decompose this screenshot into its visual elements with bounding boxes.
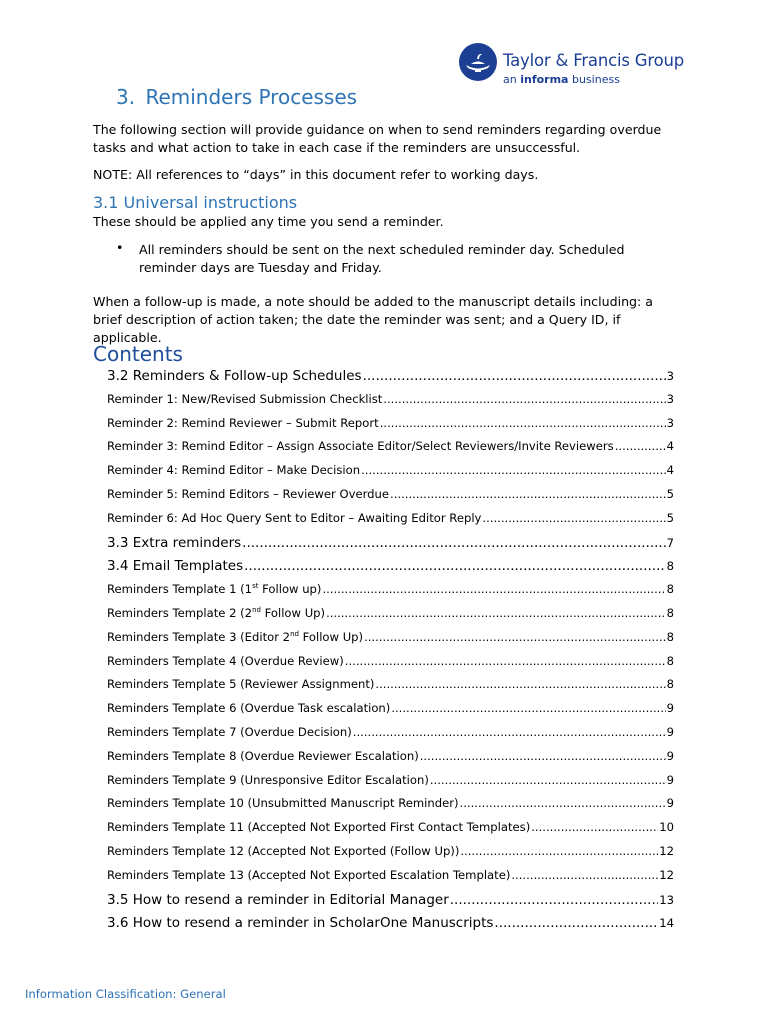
note-paragraph: NOTE: All references to “days” in this document refer to working days. [93, 167, 539, 182]
toc-page-number: 9 [666, 772, 674, 787]
toc-entry[interactable] [107, 773, 674, 787]
toc-entry-title: Reminder 6: Ad Hoc Query Sent to Editor – Awaiting Editor Reply [107, 510, 482, 525]
toc-entry-title: Reminder 5: Remind Editors – Reviewer Overdue [107, 487, 390, 501]
toc-entry[interactable] [107, 749, 674, 763]
toc-leader-dots [363, 368, 666, 384]
toc-leader-dots [460, 844, 658, 858]
toc-page-number: 4 [666, 439, 674, 454]
toc-leader-dots [375, 677, 665, 691]
toc-leader-dots [326, 606, 666, 620]
toc-entry[interactable] [107, 463, 674, 477]
toc-page-number: 8 [666, 559, 674, 574]
contents-heading: Contents [93, 342, 183, 366]
toc-page-number: 10 [659, 820, 674, 835]
toc-entry-title: 3.4 Email Templates [107, 558, 244, 575]
publisher-logo [458, 42, 688, 88]
section-heading [116, 85, 357, 109]
toc-page-number: 3 [666, 391, 674, 406]
toc-leader-dots [615, 439, 666, 453]
bullet-text: All reminders should be sent on the next scheduled reminder day. Scheduled reminder days are Tuesday and Friday. [139, 242, 625, 275]
toc-page-number: 3 [666, 369, 674, 383]
toc-entry[interactable] [107, 630, 674, 644]
toc-entry-title: Reminders Template 8 (Overdue Reviewer Escalation) [107, 748, 419, 763]
toc-entry[interactable] [107, 606, 674, 620]
toc-leader-dots [430, 773, 666, 787]
toc-entry-title: 3.6 How to resend a reminder in ScholarOne Manuscripts [107, 915, 494, 932]
logo-brand-text: Taylor & Francis Group [503, 51, 685, 70]
toc-leader-dots [345, 654, 666, 668]
toc-page-number: 9 [666, 796, 674, 811]
toc-entry[interactable] [107, 416, 674, 430]
logo-tagline: an informa business [503, 73, 620, 86]
toc-entry[interactable] [107, 844, 674, 858]
followup-paragraph: When a follow-up is made, a note should be added to the manuscript details including: a brief description of action taken; the date the reminder was sent; and a Query ID, if applicable. [93, 294, 654, 345]
toc-entry-title: Reminders Template 11 (Accepted Not Exported First Contact Templates) [107, 820, 531, 835]
toc-leader-dots [353, 725, 666, 739]
toc-page-number: 5 [666, 487, 674, 501]
toc-page-number: 12 [659, 844, 674, 858]
toc-leader-dots [364, 630, 666, 644]
toc-entry-title: Reminder 3: Remind Editor – Assign Associate Editor/Select Reviewers/Invite Reviewers [107, 439, 614, 454]
toc-entry[interactable] [107, 439, 674, 453]
toc-entry[interactable] [107, 796, 674, 810]
toc-entry-title: Reminder 2: Remind Reviewer – Submit Report [107, 415, 379, 430]
toc-leader-dots [420, 749, 666, 763]
toc-page-number: 9 [666, 701, 674, 716]
toc-leader-dots [383, 392, 665, 406]
toc-entry-title: Reminders Template 4 (Overdue Review) [107, 653, 344, 668]
section-number: 3. [116, 85, 136, 109]
toc-page-number: 3 [666, 415, 674, 430]
toc-entry-title: Reminders Template 6 (Overdue Task escalation) [107, 701, 391, 716]
toc-entry[interactable] [107, 701, 674, 715]
toc-entry-title: Reminder 4: Remind Editor – Make Decision [107, 463, 361, 478]
toc-entry[interactable] [107, 915, 674, 931]
toc-page-number: 9 [666, 748, 674, 763]
subsection-lead: These should be applied any time you send a reminder. [93, 214, 444, 229]
toc-entry-title: 3.3 Extra reminders [107, 534, 242, 551]
toc-page-number: 5 [666, 510, 674, 525]
toc-entry-title: Reminders Template 2 (2nd Follow Up) [107, 606, 326, 620]
toc-entry[interactable] [107, 654, 674, 668]
toc-leader-dots [511, 868, 658, 882]
toc-leader-dots [450, 892, 658, 908]
toc-entry[interactable] [107, 582, 674, 596]
toc-leader-dots [391, 701, 665, 715]
toc-entry[interactable] [107, 392, 674, 406]
toc-page-number: 13 [659, 892, 674, 907]
toc-entry[interactable] [107, 677, 674, 691]
toc-leader-dots [482, 511, 665, 525]
toc-entry[interactable] [107, 820, 674, 834]
toc-leader-dots [494, 915, 658, 931]
toc-entry-title: Reminders Template 1 (1st Follow up) [107, 582, 322, 597]
toc-entry-title: Reminders Template 7 (Overdue Decision) [107, 725, 352, 739]
toc-entry-title: 3.2 Reminders & Follow-up Schedules [107, 368, 362, 384]
toc-leader-dots [460, 796, 666, 810]
bullet-marker: • [116, 240, 124, 255]
toc-leader-dots [390, 487, 666, 501]
toc-entry[interactable] [107, 535, 674, 551]
toc-entry-title: Reminders Template 13 (Accepted Not Exported Escalation Template) [107, 867, 511, 882]
toc-page-number: 8 [666, 677, 674, 692]
toc-page-number: 8 [666, 653, 674, 668]
toc-entry[interactable] [107, 558, 674, 574]
toc-entry-title: Reminders Template 12 (Accepted Not Exported (Follow Up)) [107, 844, 460, 858]
toc-entry-title: Reminder 1: New/Revised Submission Checklist [107, 391, 383, 406]
toc-entry[interactable] [107, 487, 674, 501]
toc-page-number: 7 [666, 535, 674, 550]
toc-leader-dots [361, 463, 666, 477]
classification-footer: Information Classification: General [25, 987, 226, 1001]
toc-page-number: 9 [666, 725, 674, 739]
toc-page-number: 12 [659, 867, 674, 882]
toc-leader-dots [531, 820, 658, 834]
toc-entry-title: 3.5 How to resend a reminder in Editorial Manager [107, 891, 449, 908]
toc-leader-dots [380, 416, 666, 430]
subsection-heading: 3.1 Universal instructions [93, 193, 298, 212]
toc-entry[interactable] [107, 868, 674, 882]
toc-entry[interactable] [107, 892, 674, 908]
toc-page-number: 8 [666, 606, 674, 620]
toc-page-number: 14 [659, 916, 674, 931]
toc-leader-dots [244, 558, 665, 574]
toc-entry[interactable] [107, 725, 674, 739]
toc-leader-dots [322, 582, 665, 596]
toc-entry[interactable] [107, 511, 674, 525]
toc-entry[interactable] [107, 368, 674, 384]
toc-page-number: 8 [666, 582, 674, 597]
toc-entry-title: Reminders Template 9 (Unresponsive Editor Escalation) [107, 772, 429, 787]
toc-leader-dots [242, 535, 665, 551]
intro-paragraph: The following section will provide guidance on when to send reminders regarding overdue tasks and what action to take in each case if the reminders are unsuccessful. [93, 122, 662, 155]
toc-page-number: 8 [666, 629, 674, 644]
section-title: Reminders Processes [145, 85, 358, 109]
toc-entry-title: Reminders Template 5 (Reviewer Assignment) [107, 677, 375, 692]
toc-page-number: 4 [666, 463, 674, 478]
toc-entry-title: Reminders Template 3 (Editor 2nd Follow Up) [107, 629, 364, 644]
lamp-logo-icon [458, 42, 498, 82]
toc-entry-title: Reminders Template 10 (Unsubmitted Manuscript Reminder) [107, 796, 459, 811]
